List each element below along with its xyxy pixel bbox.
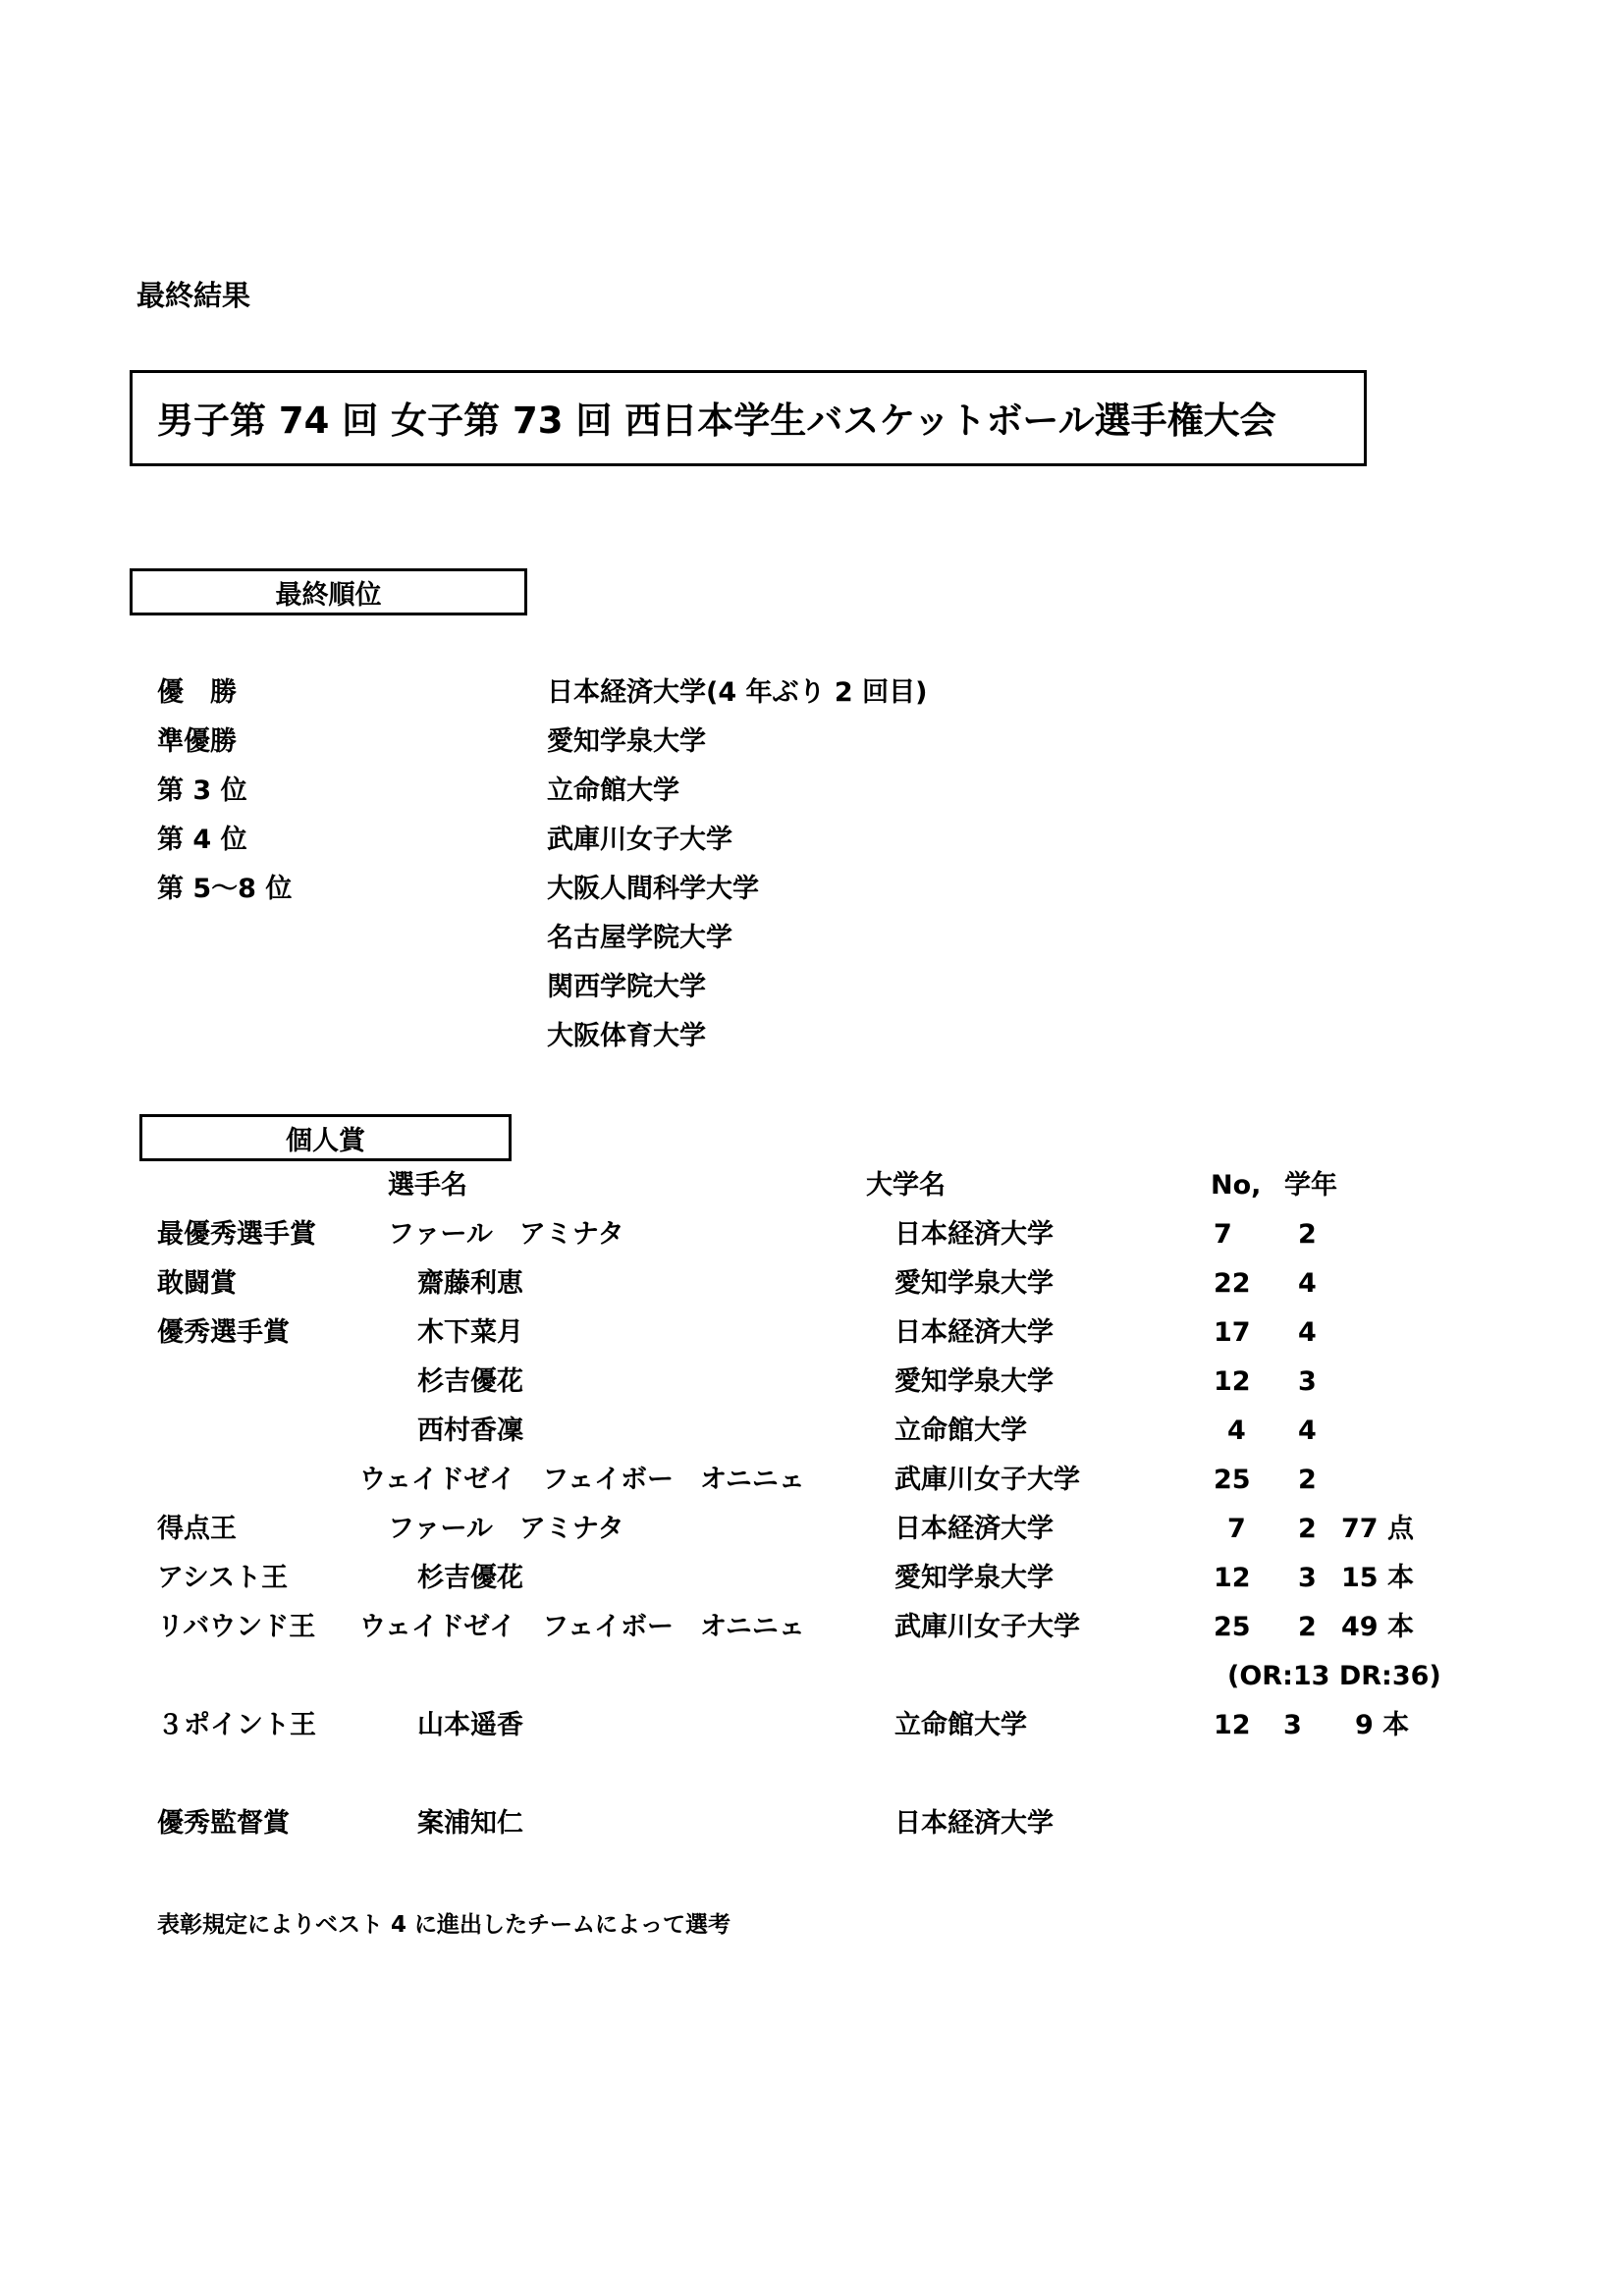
player-grade: 3 <box>1283 1710 1302 1740</box>
header-player: 選手名 <box>388 1170 467 1201</box>
player-number: 7 <box>1227 1514 1246 1544</box>
standings-team: 武庫川女子大学 <box>547 825 732 855</box>
header-grade: 学年 <box>1284 1170 1337 1201</box>
document-label: 最終結果 <box>136 279 251 312</box>
university-name: 立命館大学 <box>894 1415 1027 1446</box>
player-name: 杉吉優花 <box>417 1366 523 1397</box>
standings-section-header <box>130 568 527 615</box>
player-number: 22 <box>1214 1268 1251 1299</box>
player-grade: 4 <box>1298 1268 1317 1299</box>
player-number: 12 <box>1214 1710 1251 1740</box>
player-name: 山本遥香 <box>417 1710 523 1740</box>
player-grade: 2 <box>1298 1465 1317 1495</box>
player-number: 12 <box>1214 1366 1251 1397</box>
awards-section-title: 個人賞 <box>286 1125 365 1156</box>
standings-rank: 第 5～8 位 <box>157 874 293 904</box>
university-name: 日本経済大学 <box>894 1219 1054 1250</box>
award-name: ３ポイント王 <box>157 1710 316 1740</box>
player-number: 4 <box>1227 1415 1246 1446</box>
player-name: ウェイドゼイ フェイボー オニニェ <box>359 1612 805 1642</box>
award-name: 得点王 <box>157 1514 237 1544</box>
page-title: 男子第 74 回 女子第 73 回 西日本学生バスケットボール選手権大会 <box>157 400 1276 442</box>
standings-team: 大阪人間科学大学 <box>547 874 759 904</box>
player-grade: 3 <box>1298 1366 1317 1397</box>
player-name: 杉吉優花 <box>417 1563 523 1593</box>
standings-rank: 優 勝 <box>157 677 237 708</box>
standings-section-title: 最終順位 <box>275 579 382 611</box>
player-number: 25 <box>1214 1465 1251 1495</box>
header-university: 大学名 <box>866 1170 946 1201</box>
player-name: ウェイドゼイ フェイボー オニニェ <box>359 1465 805 1495</box>
awards-section-header <box>139 1114 512 1161</box>
player-name: ファール アミナタ <box>388 1219 624 1250</box>
award-stat: 15 本 <box>1341 1563 1414 1593</box>
award-name: リバウンド王 <box>157 1612 316 1642</box>
standings-team: 立命館大学 <box>547 775 679 806</box>
university-name: 愛知学泉大学 <box>894 1563 1054 1593</box>
award-stat: 77 点 <box>1341 1514 1414 1544</box>
standings-team: 日本経済大学(4 年ぶり 2 回目) <box>547 677 928 708</box>
player-number: 7 <box>1214 1219 1232 1250</box>
standings-team: 愛知学泉大学 <box>547 726 706 757</box>
university-name: 日本経済大学 <box>894 1317 1054 1348</box>
player-grade: 2 <box>1298 1219 1317 1250</box>
award-name: 敢闘賞 <box>157 1268 237 1299</box>
standings-team: 大阪体育大学 <box>547 1021 706 1051</box>
university-name: 愛知学泉大学 <box>894 1366 1054 1397</box>
rebound-breakdown: (OR:13 DR:36) <box>1227 1661 1441 1691</box>
header-number: No, <box>1211 1170 1262 1201</box>
player-name: ファール アミナタ <box>388 1514 624 1544</box>
standings-rank: 第 4 位 <box>157 825 247 855</box>
award-stat: 49 本 <box>1341 1612 1414 1642</box>
university-name: 武庫川女子大学 <box>894 1612 1080 1642</box>
award-name: 優秀選手賞 <box>157 1317 290 1348</box>
award-name: 最優秀選手賞 <box>157 1219 316 1250</box>
player-grade: 3 <box>1298 1563 1317 1593</box>
award-stat: 9 本 <box>1355 1710 1410 1740</box>
player-name: 齋藤利恵 <box>417 1268 523 1299</box>
player-number: 17 <box>1214 1317 1251 1348</box>
player-grade: 4 <box>1298 1317 1317 1348</box>
award-name: アシスト王 <box>157 1563 289 1593</box>
player-grade: 2 <box>1298 1612 1317 1642</box>
university-name: 愛知学泉大学 <box>894 1268 1054 1299</box>
footnote: 表彰規定によりベスト 4 に進出したチームによって選考 <box>157 1912 731 1938</box>
standings-rank: 第 3 位 <box>157 775 247 806</box>
university-name: 日本経済大学 <box>894 1514 1054 1544</box>
title-box <box>130 370 1367 466</box>
university-name: 立命館大学 <box>894 1710 1027 1740</box>
standings-rank: 準優勝 <box>157 726 237 757</box>
player-grade: 4 <box>1298 1415 1317 1446</box>
player-grade: 2 <box>1298 1514 1317 1544</box>
player-name: 木下菜月 <box>417 1317 523 1348</box>
standings-team: 名古屋学院大学 <box>547 923 732 953</box>
player-number: 12 <box>1214 1563 1251 1593</box>
award-name: 優秀監督賞 <box>157 1808 290 1839</box>
player-name: 西村香凜 <box>417 1415 523 1446</box>
standings-team: 関西学院大学 <box>547 972 706 1002</box>
university-name: 武庫川女子大学 <box>894 1465 1080 1495</box>
player-number: 25 <box>1214 1612 1251 1642</box>
university-name: 日本経済大学 <box>894 1808 1054 1839</box>
coach-name: 案浦知仁 <box>417 1808 523 1839</box>
